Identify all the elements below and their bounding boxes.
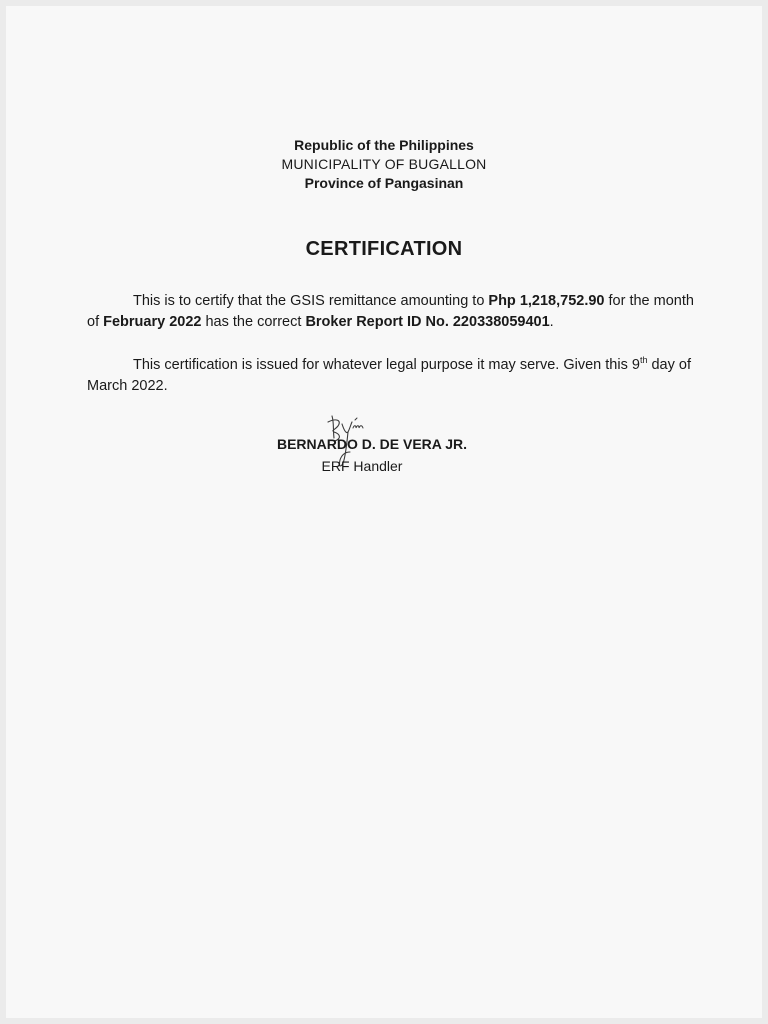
document-title: CERTIFICATION (305, 238, 463, 260)
letterhead-province: Province of Pangasinan (304, 175, 464, 191)
issue-day-suffix: th (639, 355, 648, 366)
letterhead-republic: Republic of the Philippines (294, 137, 474, 153)
signatory-name: BERNARDO D. DE VERA JR. (276, 436, 468, 452)
remittance-month: February 2022 (103, 314, 202, 330)
issuance-paragraph (87, 355, 707, 397)
issue-day: 9 (631, 357, 640, 373)
letterhead-municipality: MUNICIPALITY OF BUGALLON (281, 156, 487, 172)
certificate-page (6, 6, 762, 1018)
remittance-amount: Php 1,218,752.90 (488, 293, 605, 309)
paragraph1-text-a: This is to certify that the GSIS remittance amounting to (133, 293, 489, 309)
paragraph1-text-d: . (549, 314, 554, 330)
paragraph1-text-c: has the correct (201, 314, 306, 330)
paragraph2-text-a: This certification is issued for whatever legal purpose it may serve. Given this (133, 357, 632, 373)
broker-report-id: Broker Report ID No. 220338059401 (305, 314, 550, 330)
paragraph1-text-b: for the month of (87, 293, 694, 330)
certification-paragraph (87, 291, 707, 333)
signatory-role: ERF Handler (321, 458, 403, 474)
letterhead (6, 136, 762, 193)
paragraph2-text-b: day of March 2022. (87, 357, 691, 394)
